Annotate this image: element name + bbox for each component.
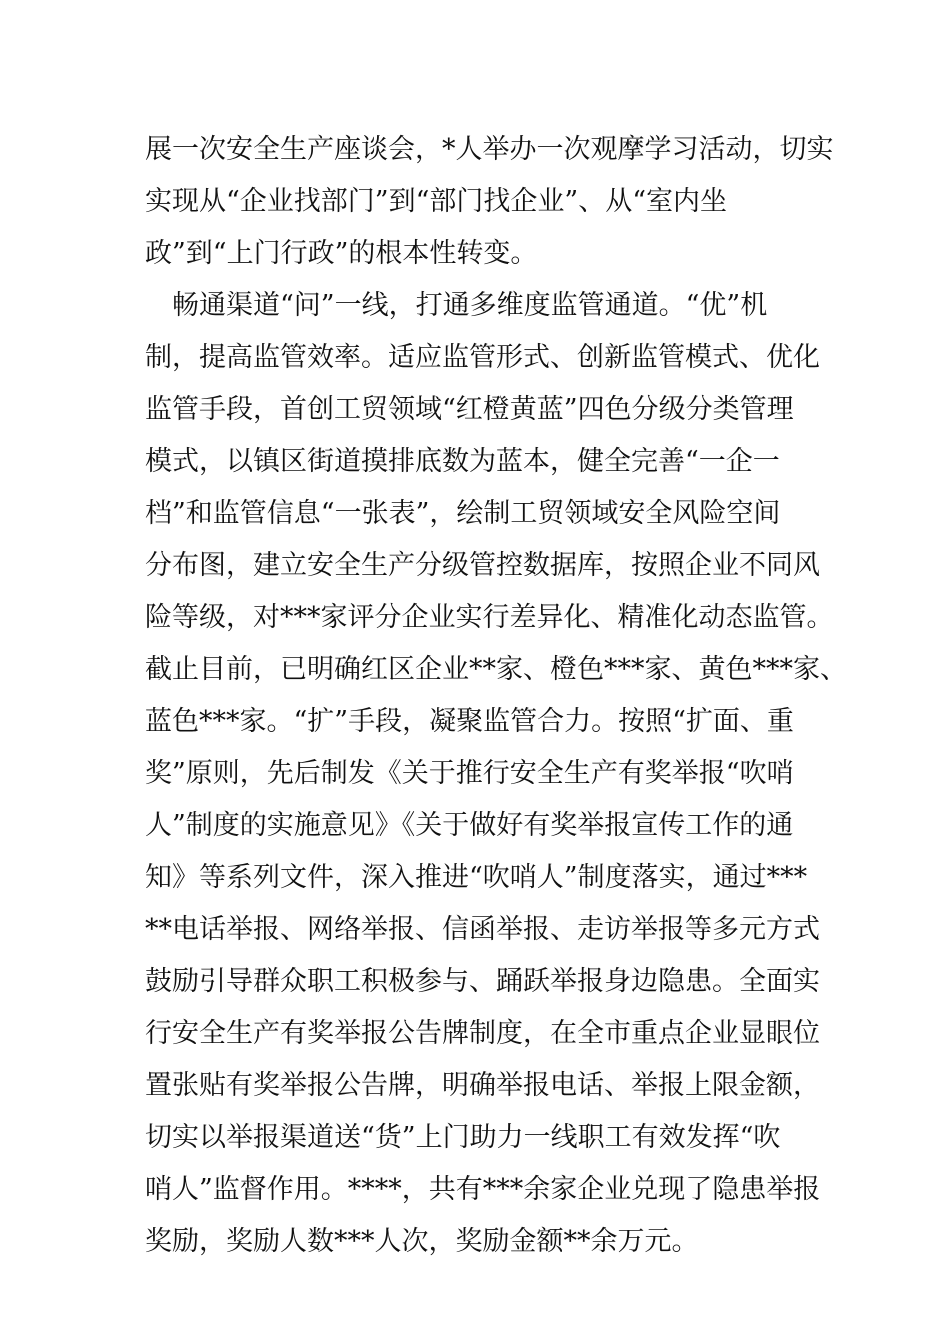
text-line: 截止目前，已明确红区企业**家、橙色***家、黄色***家、 [145, 654, 847, 685]
text-line: 奖”原则，先后制发《关于推行安全生产有奖举报“吹哨 [145, 758, 794, 789]
text-line: 监管手段，首创工贸领域“红橙黄蓝”四色分级分类管理 [145, 394, 794, 425]
text-line: 展一次安全生产座谈会，*人举办一次观摩学习活动，切实 [145, 134, 834, 165]
text-line: 畅通渠道“问”一线，打通多维度监管通道。“优”机 [145, 290, 768, 321]
text-line: 档”和监管信息“一张表”，绘制工贸领域安全风险空间 [145, 498, 781, 529]
body-text [145, 124, 847, 1268]
text-line: 蓝色***家。“扩”手段，凝聚监管合力。按照“扩面、重 [145, 706, 794, 737]
text-line: **电话举报、网络举报、信函举报、走访举报等多元方式 [145, 914, 820, 945]
text-line: 哨人”监督作用。****，共有***余家企业兑现了隐患举报 [145, 1174, 821, 1205]
text-line: 政”到“上门行政”的根本性转变。 [145, 238, 538, 269]
text-line: 知》等系列文件，深入推进“吹哨人”制度落实，通过*** [145, 862, 808, 893]
text-line: 置张贴有奖举报公告牌，明确举报电话、举报上限金额， [145, 1070, 820, 1101]
text-line: 人”制度的实施意见》《关于做好有奖举报宣传工作的通 [145, 810, 794, 841]
text-line: 分布图，建立安全生产分级管控数据库，按照企业不同风 [145, 550, 820, 581]
text-line: 鼓励引导群众职工积极参与、踊跃举报身边隐患。全面实 [145, 966, 820, 997]
text-line: 制，提高监管效率。适应监管形式、创新监管模式、优化 [145, 342, 820, 373]
text-line: 奖励，奖励人数***人次，奖励金额**余万元。 [145, 1226, 699, 1257]
text-line: 模式，以镇区街道摸排底数为蓝本，健全完善“一企一 [145, 446, 780, 477]
text-line: 切实以举报渠道送“货”上门助力一线职工有效发挥“吹 [145, 1122, 781, 1153]
text-line: 行安全生产有奖举报公告牌制度，在全市重点企业显眼位 [145, 1018, 820, 1049]
text-line: 实现从“企业找部门”到“部门找企业”、从“室内坐 [145, 186, 728, 217]
text-line: 险等级，对***家评分企业实行差异化、精准化动态监管。 [145, 602, 834, 633]
